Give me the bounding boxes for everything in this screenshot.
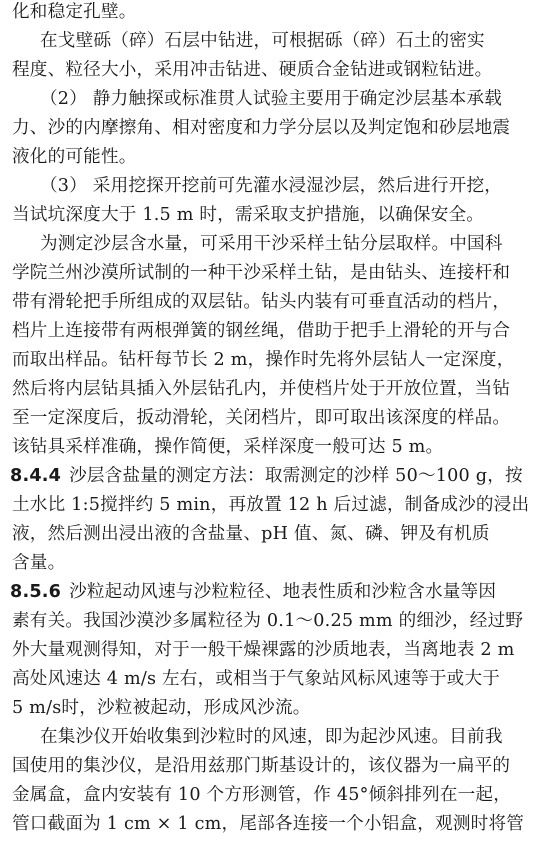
text-line [12, 781, 550, 809]
text-line [12, 259, 550, 287]
line-text: 为测定沙层含水量，可采用干沙采样土钻分层取样。中国科 [40, 234, 503, 254]
line-text: 管口截面为 1 cm × 1 cm，尾部各连接一个小铝盒，观测时将管 [12, 814, 525, 834]
line-text: 化和稳定孔壁。 [12, 2, 137, 22]
line-text: 液，然后测出浸出液的含盐量、pH 值、氮、磷、钾及有机质 [12, 524, 490, 544]
line-text: 带有滑轮把手所组成的双层钻。钻头内装有可垂直活动的档片， [12, 292, 511, 312]
section-number: 8.5.6 [10, 582, 62, 602]
line-text: 档片上连接带有两根弹簧的钢丝绳，借助于把手上滑轮的开与合 [12, 321, 511, 341]
text-line [12, 201, 550, 229]
line-text: 国使用的集沙仪，是沿用兹那门斯基设计的，该仪器为一扁平的 [12, 756, 511, 776]
text-line [12, 694, 550, 722]
text-line [12, 752, 550, 780]
line-text: 含量。 [12, 553, 66, 573]
line-text: 学院兰州沙漠所试制的一种干沙采样土钻，是由钻头、连接杆和 [12, 263, 511, 283]
line-text: 5 m/s时，沙粒被起动，形成风沙流。 [12, 698, 311, 718]
text-line [12, 0, 550, 26]
line-text: 外大量观测得知，对于一般干燥裸露的沙质地表，当离地表 2 m [12, 640, 515, 660]
text-line [12, 404, 550, 432]
line-text: 在集沙仪开始收集到沙粒时的风速，即为起沙风速。目前我 [40, 727, 503, 747]
line-text: （2） 静力触探或标准贯人试验主要用于确定沙层基本承载 [40, 89, 503, 109]
text-line [12, 56, 550, 84]
text-line [12, 607, 550, 635]
text-line [12, 433, 550, 461]
line-text: 沙粒起动风速与沙粒粒径、地表性质和沙粒含水量等因 [69, 582, 497, 602]
section-number: 8.4.4 [10, 466, 62, 486]
text-line [12, 143, 550, 171]
text-line [12, 375, 550, 403]
line-text: 素有关。我国沙漠沙多属粒径为 0.1～0.25 mm 的细沙，经过野 [12, 611, 524, 631]
line-text: （3） 采用挖探开挖前可先灌水浸湿沙层，然后进行开挖， [40, 176, 503, 196]
text-line [12, 810, 550, 838]
line-text: 程度、粒径大小，采用冲击钻进、硬质合金钻进或钢粒钻进。 [12, 60, 493, 80]
text-line [12, 317, 550, 345]
text-line [40, 172, 550, 200]
text-line [40, 27, 550, 55]
section-line [10, 578, 550, 606]
text-line [12, 636, 550, 664]
line-text: 力、沙的内摩擦角、相对密度和力学分层以及判定饱和砂层地震 [12, 118, 511, 138]
text-line [12, 665, 550, 693]
text-line [40, 723, 550, 751]
line-text: 然后将内层钻具插入外层钻孔内，并使档片处于开放位置，当钻 [12, 379, 511, 399]
line-text: 金属盒，盒内安装有 10 个方形测管，作 45°倾斜排列在一起， [12, 785, 512, 805]
text-line [40, 85, 550, 113]
line-text: 该钻具采样准确，操作简便，采样深度一般可达 5 m。 [12, 437, 444, 457]
section-line [10, 462, 550, 490]
line-text: 高处风速达 4 m/s 左右，或相当于气象站风标风速等于或大于 [12, 669, 501, 689]
line-text: 土水比 1:5搅拌约 5 min，再放置 12 h 后过滤，制备成沙的浸出 [12, 495, 530, 515]
line-text: 而取出样品。钻杆每节长 2 m，操作时先将外层钻人一定深度， [12, 350, 515, 370]
text-line [12, 114, 550, 142]
text-line [12, 288, 550, 316]
line-text: 在戈壁砾（碎）石层中钻进，可根据砾（碎）石土的密实 [40, 31, 485, 51]
line-text: 至一定深度后，扳动滑轮，关闭档片，即可取出该深度的样品。 [12, 408, 511, 428]
text-line [40, 230, 550, 258]
line-text: 当试坑深度大于 1.5 m 时，需采取支护措施，以确保安全。 [12, 205, 485, 225]
text-line [12, 491, 550, 519]
line-text: 液化的可能性。 [12, 147, 137, 167]
text-line [12, 549, 550, 577]
text-line [12, 346, 550, 374]
text-line [12, 520, 550, 548]
line-text: 沙层含盐量的测定方法：取需测定的沙样 50～100 g，按 [69, 466, 523, 486]
